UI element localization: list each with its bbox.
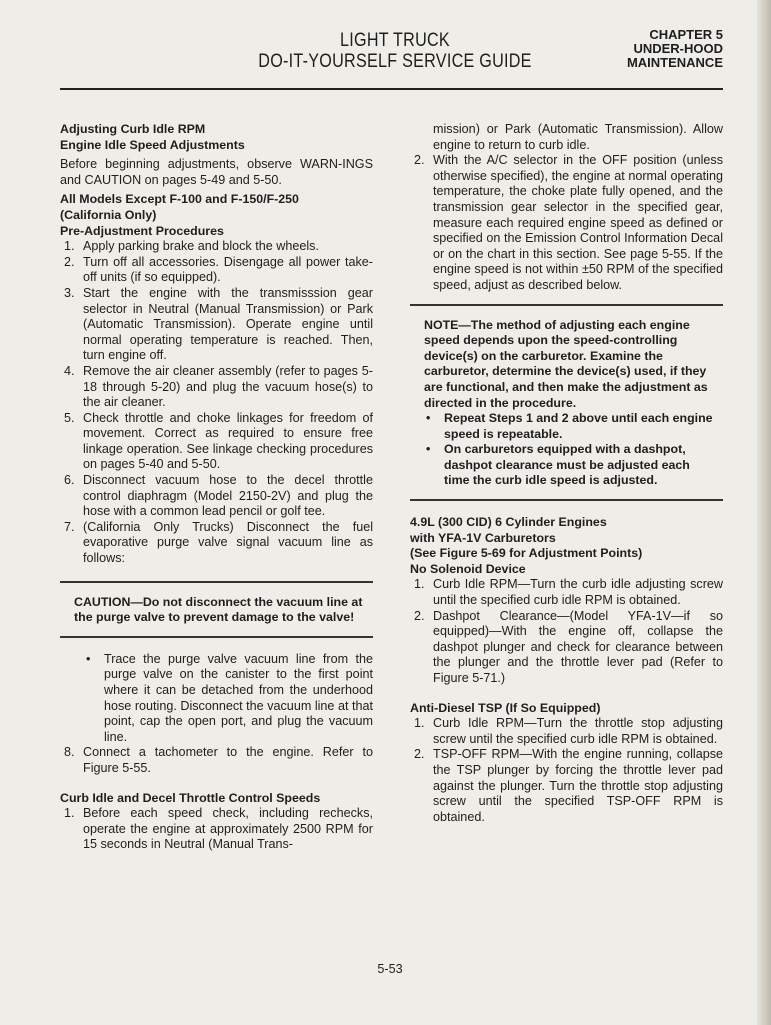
right-column (410, 122, 723, 825)
list-item: 2. TSP-OFF RPM—With the engine running, collapse the TSP plunger by forcing the throttle lever pad against the plunger. Turn the throttle stop adjusting screw until the specified TSP-OFF RPM is obtained. (414, 747, 723, 824)
anti-diesel-steps (410, 716, 723, 825)
list-item: 5. Check throttle and choke linkages for freedom of movement. Correct as required to ensure free linkage operation. See linkage checking procedures on pages 5-40 and 5-50. (64, 410, 373, 472)
section-heading-curb-idle: Adjusting Curb Idle RPM (60, 122, 206, 136)
no-solenoid-steps (410, 577, 723, 686)
list-item: 3. Start the engine with the transmisssion gear selector in Neutral (Manual Transmission) or Park (Automatic Transmission). Operate engine until normal operating temperature is reached. Then, turn engine off. (64, 285, 373, 363)
list-item: 8. Connect a tachometer to the engine. Refer to Figure 5-55. (64, 745, 373, 775)
california-heading: (California Only) (60, 207, 157, 222)
engine-heading-line2: with YFA-1V Carburetors (410, 530, 556, 545)
list-item: mission) or Park (Automatic Transmission). Allow engine to return to curb idle. (433, 122, 723, 152)
list-item: • Trace the purge valve vacuum line from the purge valve on the canister to the first point where it can be detached from the underhood hose routing. Disconnect the vacuum line at that point, cap the open port, and plug the vacuum line. (86, 651, 373, 744)
anti-diesel-heading: Anti-Diesel TSP (If So Equipped) (410, 700, 601, 715)
speed-check-steps (60, 806, 373, 853)
pre-adjustment-steps (60, 239, 373, 566)
list-item: 1. Apply parking brake and block the wheels. (64, 239, 319, 254)
chapter-label (600, 28, 723, 70)
speed-check-steps-continued (410, 122, 723, 294)
list-item: 2. With the A/C selector in the OFF position (unless otherwise specified), the engine at normal operating temperature, the choke plate fully opened, and the transmission gear selector in the specified gear, measure each required engine speed as defined or specified on the Emission Control Information Decal or on the chart in this section. See page 5-55. If the engine speed is not within ±50 RPM of the specified speed, adjust as described below. (414, 153, 723, 292)
caution-text: CAUTION—Do not disconnect the vacuum line at the purge valve to prevent damage to the valve! (74, 594, 363, 625)
bullet-icon: • (86, 651, 91, 666)
chapter-name-line1: UNDER-HOOD (633, 41, 723, 56)
note-box (410, 304, 723, 502)
engine-heading-line3: (See Figure 5-69 for Adjustment Points) (410, 546, 643, 561)
note-text: NOTE—The method of adjusting each engine speed depends upon the speed-controlling device(s) on the carburetor. Examine the carburetor, determine the device(s) used, if they are functional, and then make the adjustment as directed in the procedure. (424, 317, 708, 410)
engine-heading-line1: 4.9L (300 CID) 6 Cylinder Engines (410, 515, 607, 530)
guide-title (246, 30, 544, 72)
bullet-icon: • (426, 411, 431, 426)
guide-title-line2: DO-IT-YOURSELF SERVICE GUIDE (258, 51, 532, 72)
list-item: 2. Dashpot Clearance—(Model YFA-1V—if so equipped)—With the engine off, collapse the dashpot plunger and check for clearance between the plunger and the throttle lever pad (Refer to Figure 5-71.) (414, 608, 723, 685)
list-item: 1. Curb Idle RPM—Turn the throttle stop adjusting screw until the specified curb idle RPM is obtained. (414, 716, 723, 746)
purge-valve-bullet (60, 652, 373, 746)
note-bullets (424, 411, 713, 489)
list-item: 7. (California Only Trucks) Disconnect the fuel evaporative purge valve signal vacuum line as follows: (64, 519, 373, 566)
chapter-name-line2: MAINTENANCE (626, 55, 723, 70)
list-item: • On carburetors equipped with a dashpot, dashpot clearance must be adjusted each time the curb idle speed is adjusted. (426, 442, 690, 488)
decel-heading: Curb Idle and Decel Throttle Control Speeds (60, 790, 321, 805)
list-item: 2. Turn off all accessories. Disengage all power take-off units (if so equipped). (64, 254, 373, 285)
list-item: 1. Before each speed check, including rechecks, operate the engine at approximately 2500 RPM for 15 seconds in Neutral (Manual Trans- (64, 806, 373, 852)
list-item: • Repeat Steps 1 and 2 above until each engine speed is repeatable. (426, 411, 713, 441)
page-number: 5-53 (377, 962, 403, 976)
bullet-icon: • (426, 442, 431, 457)
chapter-number: CHAPTER 5 (649, 27, 723, 42)
models-heading: All Models Except F-100 and F-150/F-250 (60, 192, 299, 207)
list-item: 1. Curb Idle RPM—Turn the curb idle adjusting screw until the specified curb idle RPM is obtained. (414, 577, 723, 608)
guide-title-line1: LIGHT TRUCK (340, 30, 450, 51)
caution-box (60, 581, 373, 638)
section-heading-idle-speed: Engine Idle Speed Adjustments (60, 137, 245, 152)
list-item: 6. Disconnect vacuum hose to the decel throttle control diaphragm (Model 2150-2V) and plug the hose with a common lead pencil or golf tee. (64, 473, 373, 519)
page-edge-shadow (757, 0, 771, 1025)
list-item: 4. Remove the air cleaner assembly (refer to pages 5-18 through 5-20) and plug the vacuum hose(s) to the air cleaner. (64, 363, 373, 410)
step-eight (60, 745, 373, 776)
intro-paragraph: Before beginning adjustments, observe WARN-INGS and CAUTION on pages 5-49 and 5-50. (60, 157, 373, 187)
header-rule (60, 88, 723, 90)
left-column (60, 122, 373, 853)
engine-heading-line4: No Solenoid Device (410, 561, 526, 576)
pre-adjustment-heading: Pre-Adjustment Procedures (60, 223, 224, 238)
